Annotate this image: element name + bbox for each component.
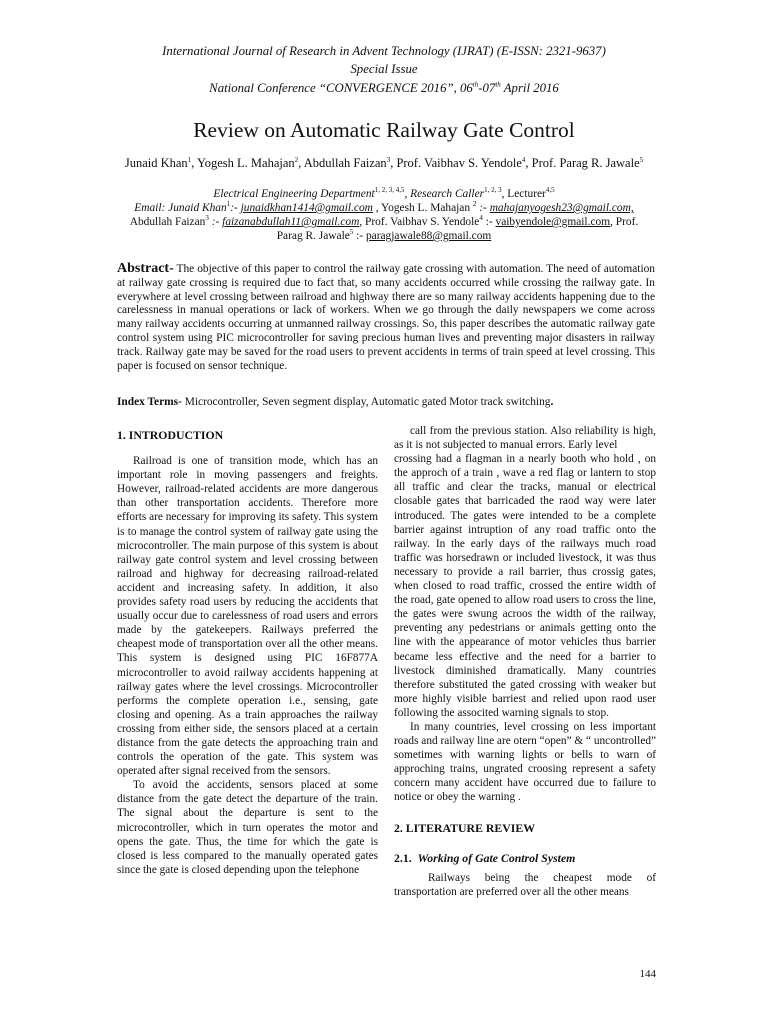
subsection-paragraph: Railways being the cheapest mode of transportation are preferred over all the other means — [394, 871, 656, 898]
right-paragraph-3: In many countries, level crossing on less important roads and railway line are otern “open” & “ uncontrolled” sometimes with warning lights or bells to warn of approching trains, ungrated croosing represent a safety concern many accident have occurred due to failure to notice or obey the warning . — [394, 720, 656, 804]
email-line-3: Parag R. Jawale$^5$ :- paragjawale88@gmail.com — [276, 228, 492, 242]
left-column — [117, 428, 378, 877]
email-link-4[interactable]: vaibyendole@gmail.com — [495, 216, 611, 228]
email-line-2: Abdullah Faizan$^3$ :- faizanabdullah11@gmail.com, Prof. Vaibhav S. Yendole$^4$ :- vaibyendole@gmail.com, Prof. — [129, 214, 639, 228]
email-line-1: Email: Junaid Khan$^1$:- junaidkhan1414@gmail.com , Yogesh L. Mahajan $^2$ :- mahajanyogesh23@gmail.com, — [134, 200, 634, 214]
email-link-1[interactable]: junaidkhan1414@gmail.com — [240, 202, 373, 214]
affiliation: Electrical Engineering Department$^{1, 2, 3, 4,5}$, Research Caller$^{1, 2, 3}$, Lecturer$^{4,5}$ — [213, 186, 555, 200]
paper-title: Review on Automatic Railway Gate Control — [193, 118, 575, 142]
right-column — [394, 424, 656, 899]
section-heading-introduction: 1. INTRODUCTION — [117, 428, 224, 442]
abstract — [117, 262, 655, 373]
author-list: Junaid Khan$^1$, Yogesh L. Mahajan$^2$, Abdullah Faizan$^3$, Prof. Vaibhav S. Yendole$^4$, Prof. Parag R. Jawale$^5$ — [124, 155, 644, 170]
page-number: 144 — [639, 968, 656, 980]
journal-name: International Journal of Research in Advent Technology (IJRAT) (E-ISSN: 2321-9637) — [162, 44, 606, 58]
email-link-3[interactable]: faizanabdullah11@gmail.com — [222, 216, 360, 228]
intro-paragraph-1: Railroad is one of transition mode, which has an important role in moving passengers and freights. However, railroad-related accidents are more dangerous than other transportation accidents. Therefore more efforts are necessary for improving its safety. This system is to manage the control system of railway gate using the microcontroller. The main purpose of this system is about railway gate control system and level crossing between railroad and highway for decreasing railroad-related accident and increasing safety. In addition, it also provides safety road users by reducing the accidents that usually occur due to carelessness of road users and errors made by the gatekeepers. Railways preferred the cheapest mode of transportation over all the other means. This system is designed using PIC 16F877A microcontroller to avoid railway accidents happening at railway gates where the level crossings. Microcontroller performs the complete operation i.e., sensing, gate closing and opening. As a train approaches the railway crossing from either side, the sensors placed at a certain distance from the gate detects the approaching train and controls the operation of the gate. This system was operated after signal received from the sensors. — [117, 455, 378, 778]
special-issue: Special Issue — [350, 62, 418, 76]
abstract-label: Abstract- — [117, 261, 174, 276]
right-paragraph-1: call from the previous station. Also reliability is high, as it is not subjected to manual errors. Early level — [394, 425, 656, 452]
email-link-5[interactable]: paragjawale88@gmail.com — [365, 230, 492, 242]
section-heading-literature-review: 2. LITERATURE REVIEW — [394, 820, 536, 835]
index-terms: Index Terms- Microcontroller, Seven segment display, Automatic gated Motor track switching. — [117, 396, 554, 408]
intro-paragraph-2: To avoid the accidents, sensors placed at some distance from the gate detect the departure of the train. The signal about the departure is sent to the microcontroller, which in turn operates the motor and opens the gate. Thus, the time for which the gate is closed is less compared to the manually operated gates since the gate is closed depending upon the telephone — [117, 779, 378, 876]
conference-line: National Conference “CONVERGENCE 2016”, 06th-07th April 2016 — [209, 80, 559, 95]
subsection-heading-2-1: 2.1. Working of Gate Control System — [394, 850, 576, 865]
right-paragraph-2: crossing had a flagman in a nearly booth who hold , on the approch of a train , wave a red flag or lantern to stop all traffic and clear the tracks, manual or electrical closable gates that barricaded the raod way were later introduced. The gates were intended to be a complete barrier against intruption of any road traffic onto the railway. In the early days of the railways much road traffic was horsedrawn or included livestock, it was thus necessary to provide a rail barrier, thus crossig gates, when closed to road traffic, crossed the entire width of the road, gate opened to allow road users to cross the line, the gates were swung acroos the width of the railway, preventing any pedestrians or animals getting onto the line with the appearance of motor vehicles thus barrier became less effective and the need for a barrier to livestock diminished dramatically. Many countries therefore substituted the gated crossing with weaker but more highly visible barriest and relied upon raod user following the associted warning signals to stop. — [394, 453, 656, 719]
abstract-text: The objective of this paper to control the railway gate crossing with automation. The need of automation at railway gate crossing is required due to fact that, so many accidents occurred while crossing the railway gate. In everywhere at level crossing between railroad and highway there are so many railway accidents happening due to the carelessness in manual operations or lack of workers. When we go through the daily newspapers we come across many railway accidents occurring at unmanned railway crossings. So, this paper describes the automatic railway gate control system using PIC microcontroller for saving precious human lives and preventing major disasters in railway track. Railway gate may be saved for the road users to prevent accidents in terms of train speed at level crossing. This paper is focused on sensor technique. — [117, 263, 655, 372]
email-link-2[interactable]: mahajanyogesh23@gmail.com, — [489, 202, 634, 214]
